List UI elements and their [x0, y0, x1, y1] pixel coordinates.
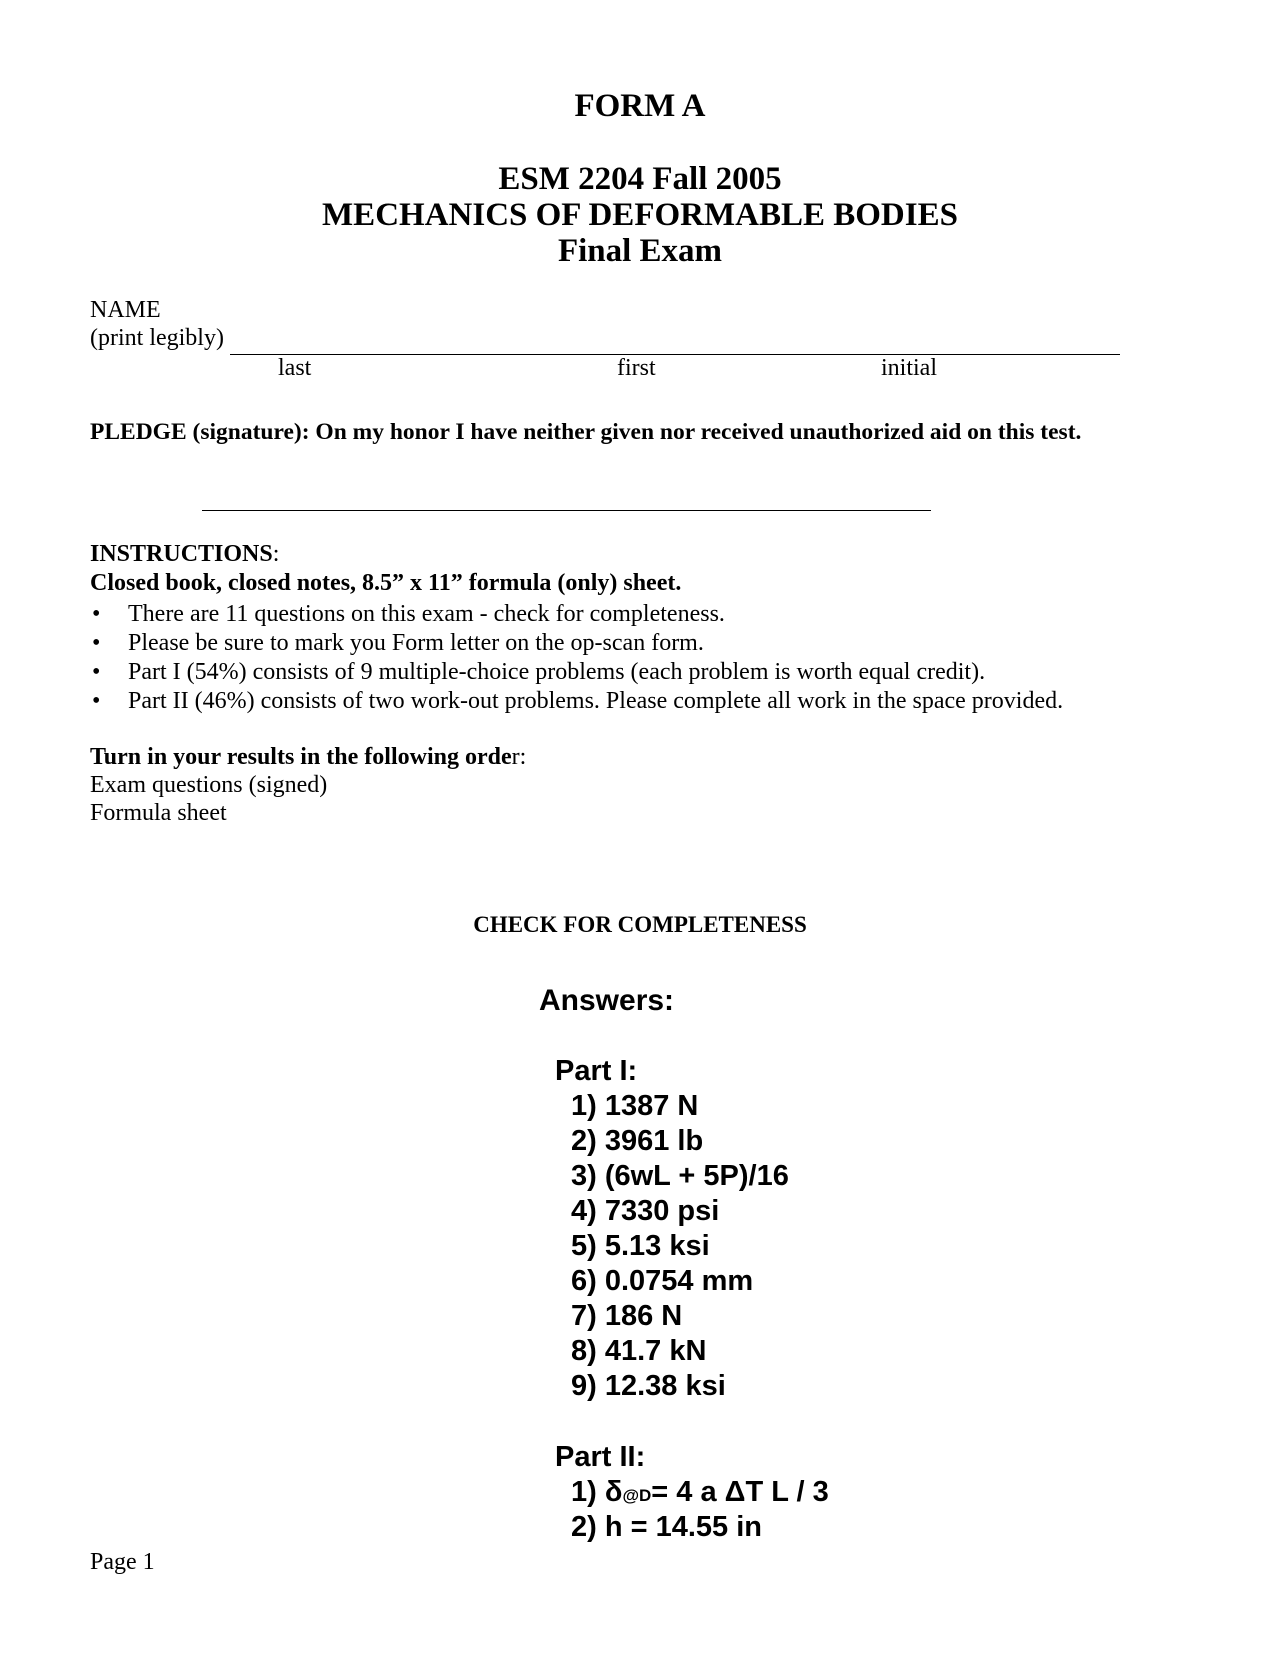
- instructions-heading: [90, 541, 279, 568]
- part1-answer: 4) 7330 psi: [571, 1195, 720, 1227]
- instructions-subheading: Closed book, closed notes, 8.5” x 11” formula (only) sheet.: [90, 570, 682, 596]
- subject-title: MECHANICS OF DEFORMABLE BODIES: [322, 197, 958, 233]
- answers-heading: Answers:: [539, 984, 675, 1017]
- instruction-text: Please be sure to mark you Form letter on the op-scan form.: [128, 630, 704, 656]
- pledge-text: PLEDGE (signature): On my honor I have neither given nor received unauthorized aid on this test.: [90, 419, 1082, 445]
- part2-answer-1-sub: @D: [622, 1486, 652, 1505]
- instructions-heading-colon: :: [272, 541, 280, 567]
- instruction-text: Part I (54%) consists of 9 multiple-choice problems (each problem is worth equal credit).: [128, 659, 986, 685]
- part1-answer: 3) (6wL + 5P)/16: [571, 1160, 789, 1192]
- turn-in-heading-tail: r:: [511, 744, 527, 770]
- turn-in-heading-bold: Turn in your results in the following orde: [90, 744, 512, 770]
- part1-answer: 6) 0.0754 mm: [571, 1265, 754, 1297]
- part1-answer: 8) 41.7 kN: [571, 1335, 707, 1367]
- instruction-text: Part II (46%) consists of two work-out problems. Please complete all work in the space provided.: [128, 688, 1064, 714]
- instructions-list: [90, 600, 1063, 716]
- bullet-icon: •: [92, 601, 101, 627]
- signature-line[interactable]: [202, 510, 931, 511]
- part2-answer: 2) h = 14.55 in: [571, 1511, 763, 1543]
- part1-answer: 9) 12.38 ksi: [571, 1370, 726, 1402]
- bullet-icon: •: [92, 630, 101, 656]
- name-last-caption: last: [278, 355, 312, 381]
- part2-answer-1-prefix: 1) δ: [571, 1476, 623, 1508]
- part2-answer-1: [571, 1476, 829, 1509]
- instruction-text: There are 11 questions on this exam - check for completeness.: [128, 601, 725, 627]
- instructions-heading-text: INSTRUCTIONS: [90, 541, 273, 567]
- bullet-icon: •: [92, 688, 101, 714]
- page-number: Page 1: [90, 1549, 155, 1575]
- part2-label: Part II:: [555, 1441, 646, 1473]
- part1-answer: 7) 186 N: [571, 1300, 683, 1332]
- name-line[interactable]: [230, 354, 1120, 355]
- name-initial-caption: initial: [881, 355, 937, 381]
- bullet-icon: •: [92, 659, 101, 685]
- part1-answer: 2) 3961 lb: [571, 1125, 704, 1157]
- part1-label: Part I:: [555, 1055, 638, 1087]
- exam-title: Final Exam: [557, 233, 723, 269]
- name-first-caption: first: [617, 355, 656, 381]
- list-item: [90, 629, 1063, 658]
- part2-answer-1-suffix: = 4 a ΔT L / 3: [651, 1476, 829, 1508]
- turn-in-item-formula: Formula sheet: [90, 800, 227, 826]
- name-label: NAME: [90, 297, 161, 323]
- turn-in-heading: [90, 744, 526, 771]
- list-item: [90, 658, 1063, 687]
- form-label: FORM A: [574, 88, 706, 124]
- part1-answer: 1) 1387 N: [571, 1090, 699, 1122]
- check-completeness: CHECK FOR COMPLETENESS: [473, 912, 807, 937]
- print-hint: (print legibly): [90, 325, 224, 351]
- list-item: [90, 687, 1063, 716]
- course-title: ESM 2204 Fall 2005: [498, 161, 782, 197]
- list-item: [90, 600, 1063, 629]
- turn-in-item-exam: Exam questions (signed): [90, 772, 328, 798]
- part1-answer: 5) 5.13 ksi: [571, 1230, 710, 1262]
